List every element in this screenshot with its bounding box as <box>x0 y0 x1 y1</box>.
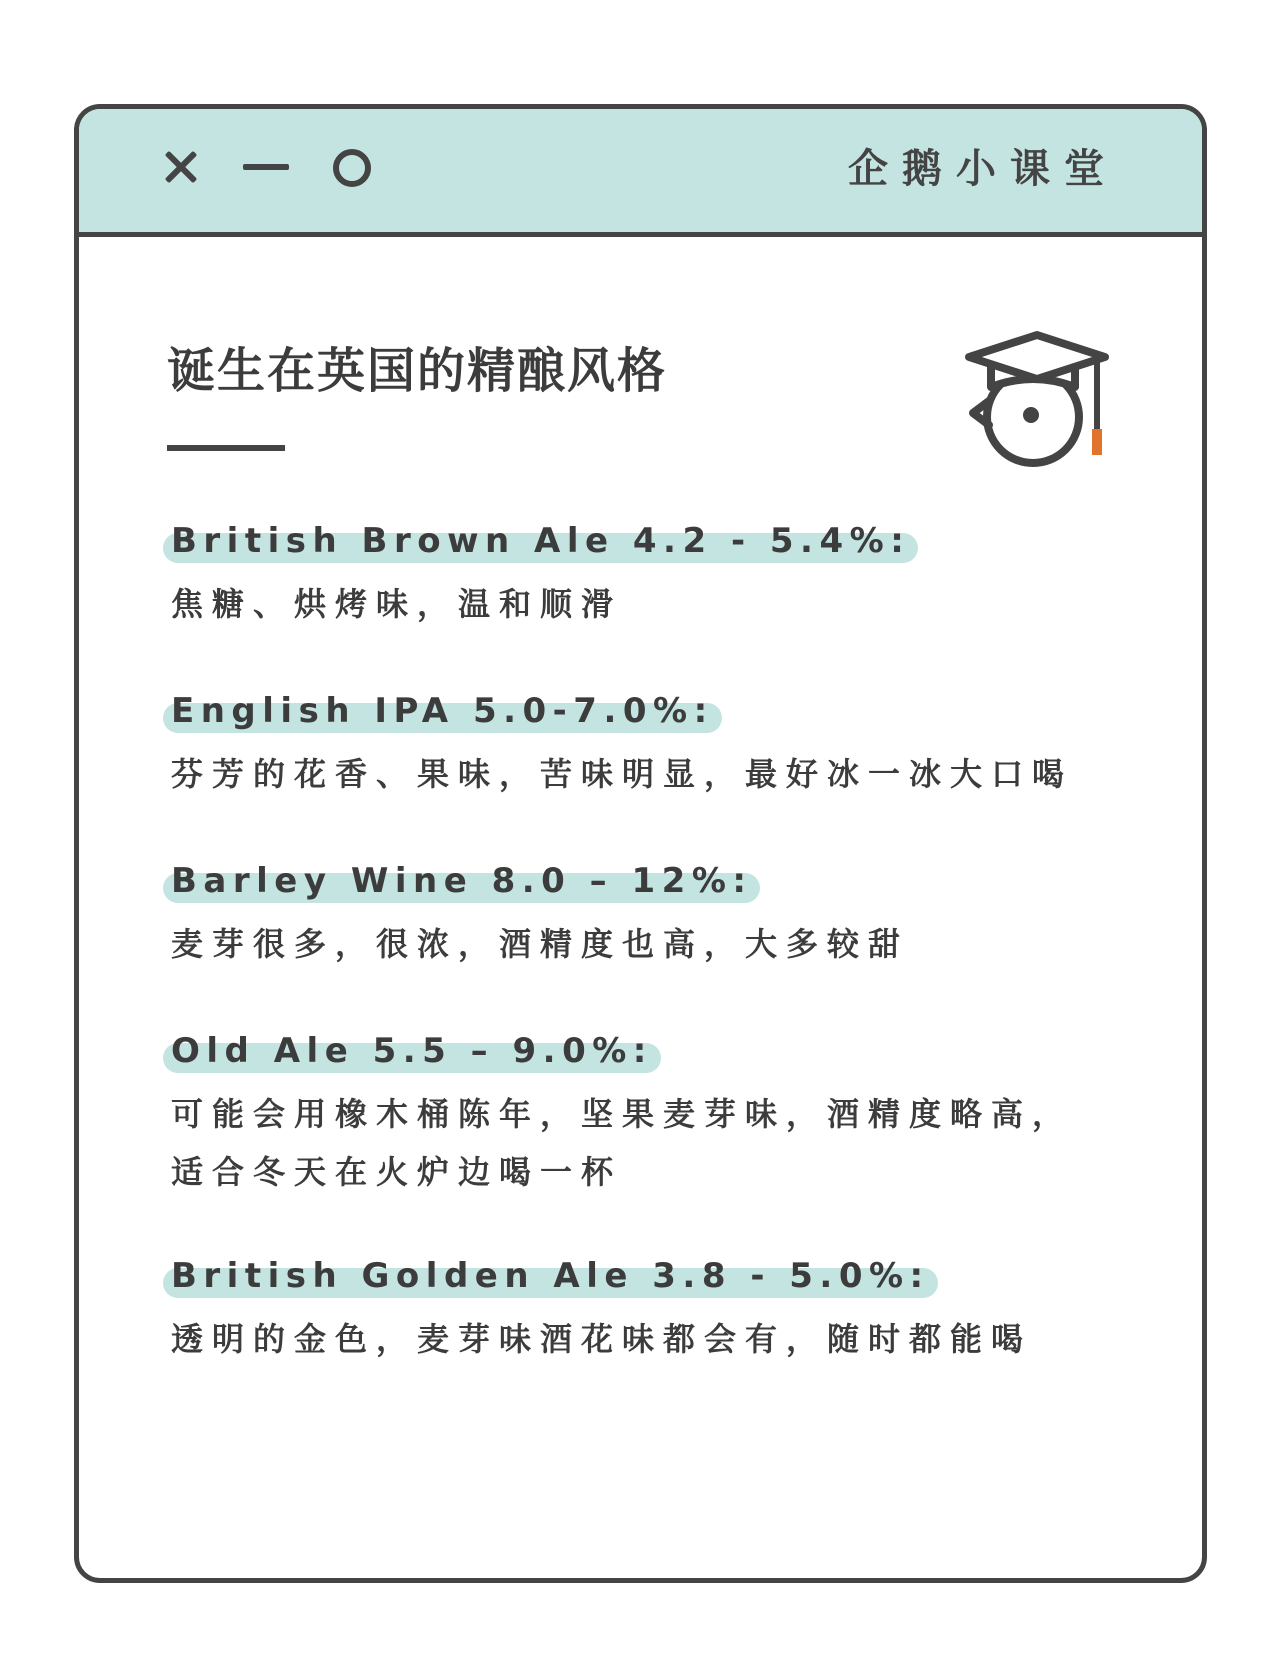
description-line: 芬芳的花香、果味，苦味明显，最好冰一冰大口喝 <box>171 755 1074 793</box>
close-icon[interactable] <box>163 149 199 185</box>
page-title: 诞生在英国的精酿风格 <box>167 343 668 399</box>
style-heading <box>163 859 760 903</box>
description-line: 适合冬天在火炉边喝一杯 <box>171 1153 623 1191</box>
style-description <box>163 745 1073 803</box>
style-entry <box>163 859 909 973</box>
style-heading-text: English IPA 5.0-7.0%: <box>171 691 714 731</box>
style-heading-text: Old Ale 5.5 – 9.0%: <box>171 1031 653 1071</box>
brand-title: 企鹅小课堂 <box>848 146 1118 192</box>
style-heading <box>163 689 722 733</box>
style-entry <box>163 1029 1073 1201</box>
title-underline <box>167 445 285 451</box>
style-heading-text: Barley Wine 8.0 – 12%: <box>171 861 753 901</box>
style-heading <box>163 519 918 563</box>
style-description <box>163 575 918 633</box>
graduation-cap-icon <box>963 331 1113 469</box>
style-description <box>163 1310 1032 1368</box>
style-entry <box>163 1254 1032 1368</box>
description-line: 透明的金色，麦芽味酒花味都会有，随时都能喝 <box>171 1320 1033 1358</box>
title-bar <box>79 109 1202 237</box>
description-line: 焦糖、烘烤味，温和顺滑 <box>171 585 623 623</box>
maximize-icon[interactable] <box>333 149 371 187</box>
style-description <box>163 915 909 973</box>
style-heading <box>163 1029 661 1073</box>
style-entry <box>163 519 918 633</box>
minimize-icon[interactable] <box>243 156 289 178</box>
style-heading <box>163 1254 938 1298</box>
style-entry <box>163 689 1073 803</box>
style-heading-text: British Golden Ale 3.8 - 5.0%: <box>171 1256 930 1296</box>
style-heading-text: British Brown Ale 4.2 - 5.4%: <box>171 521 911 561</box>
app-window <box>74 104 1207 1583</box>
description-line: 可能会用橡木桶陈年，坚果麦芽味，酒精度略高， <box>171 1095 1074 1133</box>
description-line: 麦芽很多，很浓，酒精度也高，大多较甜 <box>171 925 910 963</box>
style-description <box>163 1085 1073 1201</box>
